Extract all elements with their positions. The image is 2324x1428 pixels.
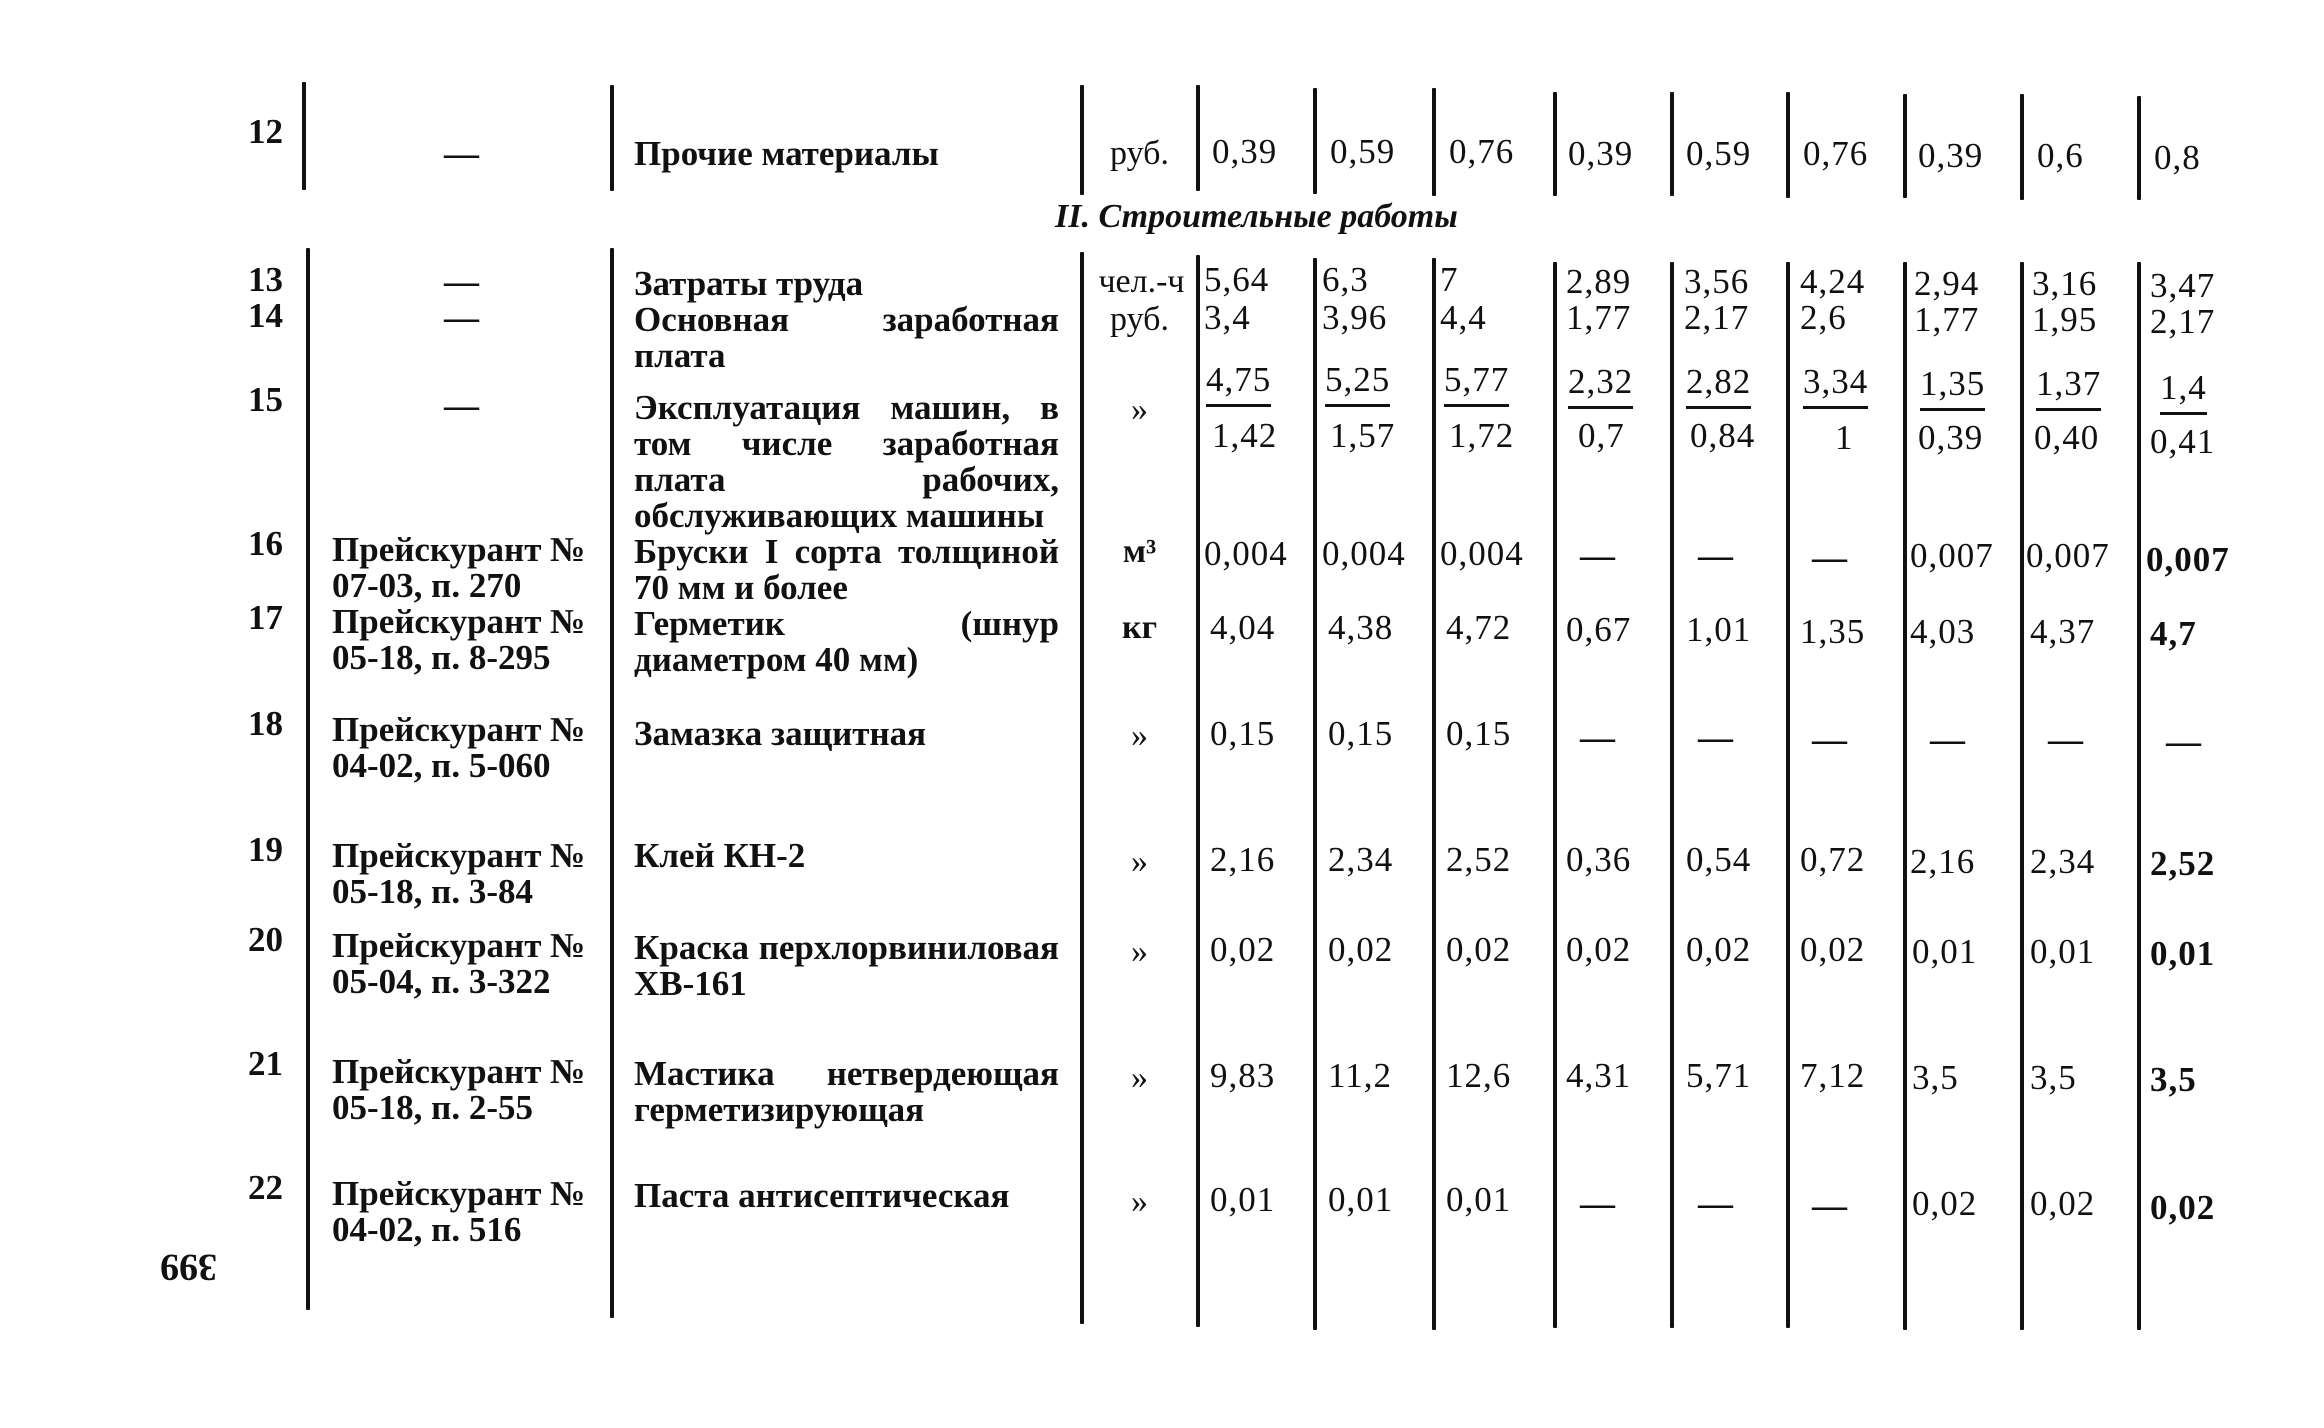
value-cell: 0,76 bbox=[1803, 134, 1869, 173]
fraction-denominator: 0,7 bbox=[1578, 416, 1625, 455]
value-cell: 2,52 bbox=[1446, 840, 1512, 879]
rule bbox=[306, 248, 310, 1310]
value-cell: 0,01 bbox=[2150, 934, 2216, 973]
value-cell: 0,004 bbox=[1204, 534, 1288, 573]
description-cell: Клей КН-2 bbox=[634, 836, 806, 875]
unit-cell: чел.-ч bbox=[1098, 263, 1185, 300]
value-cell: 2,16 bbox=[1210, 840, 1276, 879]
fraction-numerator: 3,34 bbox=[1803, 364, 1868, 409]
source-cell: Прейскурант № 05-18, п. 2-55 bbox=[332, 1052, 586, 1127]
rule bbox=[1553, 92, 1557, 196]
value-cell: 5,71 bbox=[1686, 1056, 1752, 1095]
value-cell: 0,15 bbox=[1446, 714, 1512, 753]
value-cell: 0,54 bbox=[1686, 840, 1752, 879]
value-cell: 0,02 bbox=[1328, 930, 1394, 969]
row-number: 19 bbox=[248, 830, 283, 869]
value-cell: 0,76 bbox=[1449, 132, 1515, 171]
unit-cell: » bbox=[1131, 391, 1148, 428]
value-cell: 3,5 bbox=[2150, 1060, 2197, 1099]
rule bbox=[1670, 262, 1674, 1328]
row-number: 17 bbox=[248, 598, 283, 637]
value-cell: 0,59 bbox=[1686, 134, 1752, 173]
rule bbox=[302, 82, 306, 190]
value-cell: — bbox=[2048, 720, 2083, 759]
value-cell: 7,12 bbox=[1800, 1056, 1866, 1095]
source-cell: Прейскурант № 05-18, п. 3-84 bbox=[332, 836, 586, 911]
value-cell: 3,47 bbox=[2150, 266, 2216, 305]
rule bbox=[1432, 88, 1436, 196]
unit-cell: руб. bbox=[1110, 301, 1169, 338]
description-cell: Герметик (шнур диаметром 40 мм) bbox=[634, 604, 1059, 679]
section-heading: II. Строительные работы bbox=[1055, 198, 1458, 235]
value-cell: 2,16 bbox=[1910, 842, 1976, 881]
value-cell: 3,56 bbox=[1684, 262, 1750, 301]
fraction-numerator: 2,82 bbox=[1686, 364, 1751, 409]
value-cell: 11,2 bbox=[1328, 1056, 1392, 1095]
value-cell: 0,02 bbox=[1210, 930, 1276, 969]
rule bbox=[2020, 262, 2024, 1330]
value-cell: 1,95 bbox=[2032, 300, 2098, 339]
unit-cell: руб. bbox=[1110, 135, 1169, 172]
fraction-denominator: 0,41 bbox=[2150, 422, 2216, 461]
fraction-numerator: 5,77 bbox=[1444, 362, 1509, 407]
value-cell: 2,17 bbox=[2150, 302, 2216, 341]
unit-cell: » bbox=[1131, 717, 1148, 754]
description-cell: Краска перхлорвиниловая ХВ-161 bbox=[634, 928, 1059, 1003]
rule bbox=[1903, 262, 1907, 1330]
value-cell: 2,34 bbox=[2030, 842, 2096, 881]
value-cell: 0,01 bbox=[1328, 1180, 1394, 1219]
value-cell: 0,02 bbox=[1800, 930, 1866, 969]
value-cell: 0,01 bbox=[1210, 1180, 1276, 1219]
value-cell: — bbox=[1930, 720, 1965, 759]
unit-cell: м³ bbox=[1122, 533, 1157, 570]
rule bbox=[2137, 262, 2141, 1330]
fraction-denominator: 0,39 bbox=[1918, 418, 1984, 457]
value-cell: 0,004 bbox=[1440, 534, 1524, 573]
value-cell: 0,007 bbox=[2146, 540, 2230, 579]
value-cell: 0,02 bbox=[2150, 1188, 2216, 1227]
value-cell: 0,02 bbox=[1912, 1184, 1978, 1223]
value-cell: 4,4 bbox=[1440, 298, 1487, 337]
value-cell: 0,15 bbox=[1328, 714, 1394, 753]
row-number: 22 bbox=[248, 1168, 283, 1207]
value-cell: 4,31 bbox=[1566, 1056, 1632, 1095]
value-cell: 0,02 bbox=[1566, 930, 1632, 969]
fraction-denominator: 0,40 bbox=[2034, 418, 2100, 457]
value-cell: 0,15 bbox=[1210, 714, 1276, 753]
value-cell: 0,02 bbox=[1446, 930, 1512, 969]
row-number: 21 bbox=[248, 1044, 283, 1083]
value-cell: 0,007 bbox=[2026, 536, 2110, 575]
row-number: 16 bbox=[248, 524, 283, 563]
description-cell: Эксплуатация машин, в том числе заработная плата рабочих, обслуживающих машины bbox=[634, 388, 1059, 535]
description-cell: Затраты труда bbox=[634, 264, 864, 303]
value-cell: 1,35 bbox=[1800, 612, 1866, 651]
fraction-numerator: 1,35 bbox=[1920, 366, 1985, 411]
value-cell: 2,17 bbox=[1684, 298, 1750, 337]
value-cell: 2,89 bbox=[1566, 262, 1632, 301]
value-cell: 1,77 bbox=[1566, 298, 1632, 337]
value-cell: 0,02 bbox=[1686, 930, 1752, 969]
value-cell: 0,004 bbox=[1322, 534, 1406, 573]
value-cell: 2,34 bbox=[1328, 840, 1394, 879]
value-cell: 0,01 bbox=[1446, 1180, 1512, 1219]
fraction-denominator: 1,72 bbox=[1449, 416, 1515, 455]
description-cell: Прочие материалы bbox=[634, 134, 939, 173]
value-cell: 4,38 bbox=[1328, 608, 1394, 647]
fraction-numerator: 2,32 bbox=[1568, 364, 1633, 409]
fraction-numerator: 5,25 bbox=[1325, 362, 1390, 407]
source-cell: Прейскурант № 05-18, п. 8-295 bbox=[332, 602, 586, 677]
row-number: 20 bbox=[248, 920, 283, 959]
value-cell: 0,8 bbox=[2154, 138, 2201, 177]
value-cell: — bbox=[1698, 1184, 1733, 1223]
fraction-numerator: 1,37 bbox=[2036, 366, 2101, 411]
value-cell: 12,6 bbox=[1446, 1056, 1512, 1095]
value-cell: 4,03 bbox=[1910, 612, 1976, 651]
value-cell: 4,37 bbox=[2030, 612, 2096, 651]
rule bbox=[1432, 258, 1436, 1330]
value-cell: 0,67 bbox=[1566, 610, 1632, 649]
value-cell: 4,72 bbox=[1446, 608, 1512, 647]
row-number: 13 bbox=[248, 260, 283, 299]
row-number: 15 bbox=[248, 380, 283, 419]
fraction-numerator: 1,4 bbox=[2160, 370, 2207, 415]
value-cell: — bbox=[1698, 536, 1733, 575]
rule bbox=[1553, 262, 1557, 1328]
value-cell: 9,83 bbox=[1210, 1056, 1276, 1095]
unit-cell: » bbox=[1131, 843, 1148, 880]
value-cell: 2,52 bbox=[2150, 844, 2216, 883]
source-cell: Прейскурант № 05-04, п. 3-322 bbox=[332, 926, 586, 1001]
value-cell: 0,39 bbox=[1568, 134, 1634, 173]
source-cell: — bbox=[444, 262, 479, 301]
description-cell: Основная заработная плата bbox=[634, 300, 1059, 375]
value-cell: 3,96 bbox=[1322, 298, 1388, 337]
rule bbox=[1786, 92, 1790, 198]
value-cell: 3,5 bbox=[2030, 1058, 2077, 1097]
value-cell: 3,16 bbox=[2032, 264, 2098, 303]
source-cell: — bbox=[444, 134, 479, 173]
source-cell: Прейскурант № 07-03, п. 270 bbox=[332, 530, 586, 605]
source-cell: Прейскурант № 04-02, п. 5-060 bbox=[332, 710, 586, 785]
row-number: 14 bbox=[248, 296, 283, 335]
row-number: 12 bbox=[248, 112, 283, 151]
value-cell: 5,64 bbox=[1204, 260, 1270, 299]
value-cell: 1,77 bbox=[1914, 300, 1980, 339]
source-cell: — bbox=[444, 298, 479, 337]
value-cell: — bbox=[1698, 718, 1733, 757]
rule bbox=[1670, 92, 1674, 196]
value-cell: — bbox=[2166, 722, 2201, 761]
rule bbox=[610, 248, 614, 1318]
value-cell: 4,7 bbox=[2150, 614, 2197, 653]
description-cell: Замазка защитная bbox=[634, 714, 927, 753]
value-cell: 0,007 bbox=[1910, 536, 1994, 575]
rule bbox=[1313, 88, 1317, 194]
rule bbox=[1903, 94, 1907, 198]
fraction-denominator: 1,42 bbox=[1212, 416, 1278, 455]
value-cell: 0,39 bbox=[1918, 136, 1984, 175]
value-cell: — bbox=[1580, 718, 1615, 757]
source-cell: — bbox=[444, 386, 479, 425]
fraction-denominator: 0,84 bbox=[1690, 416, 1756, 455]
value-cell: 4,04 bbox=[1210, 608, 1276, 647]
value-cell: 6,3 bbox=[1322, 260, 1369, 299]
value-cell: 0,02 bbox=[2030, 1184, 2096, 1223]
rule bbox=[2020, 94, 2024, 200]
value-cell: 0,6 bbox=[2037, 136, 2084, 175]
value-cell: 0,01 bbox=[1912, 932, 1978, 971]
value-cell: — bbox=[1812, 720, 1847, 759]
value-cell: — bbox=[1812, 1186, 1847, 1225]
value-cell: 2,94 bbox=[1914, 264, 1980, 303]
value-cell: 4,24 bbox=[1800, 262, 1866, 301]
source-cell: Прейскурант № 04-02, п. 516 bbox=[332, 1174, 586, 1249]
value-cell: 1,01 bbox=[1686, 610, 1752, 649]
rule bbox=[1786, 262, 1790, 1328]
value-cell: 3,5 bbox=[1912, 1058, 1959, 1097]
unit-cell: » bbox=[1131, 1183, 1148, 1220]
value-cell: 3,4 bbox=[1204, 298, 1251, 337]
description-cell: Паста антисептическая bbox=[634, 1176, 1010, 1215]
value-cell: 0,72 bbox=[1800, 840, 1866, 879]
fraction-denominator: 1 bbox=[1835, 418, 1854, 457]
value-cell: 0,59 bbox=[1330, 132, 1396, 171]
value-cell: — bbox=[1580, 1184, 1615, 1223]
value-cell: 2,6 bbox=[1800, 298, 1847, 337]
row-number: 18 bbox=[248, 704, 283, 743]
unit-cell: » bbox=[1131, 1059, 1148, 1096]
value-cell: 0,39 bbox=[1212, 132, 1278, 171]
description-cell: Бруски I сорта толщиной 70 мм и более bbox=[634, 532, 1059, 607]
value-cell: 0,36 bbox=[1566, 840, 1632, 879]
value-cell: — bbox=[1812, 538, 1847, 577]
value-cell: 0,01 bbox=[2030, 932, 2096, 971]
page-number: 399 bbox=[160, 1246, 217, 1288]
value-cell: — bbox=[1580, 536, 1615, 575]
value-cell: 7 bbox=[1440, 260, 1459, 299]
rule bbox=[2137, 96, 2141, 200]
fraction-denominator: 1,57 bbox=[1330, 416, 1396, 455]
fraction-numerator: 4,75 bbox=[1206, 362, 1271, 407]
unit-cell: кг bbox=[1121, 609, 1158, 646]
description-cell: Мастика нетвердеющая герметизирующая bbox=[634, 1054, 1059, 1129]
unit-cell: » bbox=[1131, 933, 1148, 970]
rule bbox=[1313, 258, 1317, 1330]
rule bbox=[610, 85, 614, 191]
